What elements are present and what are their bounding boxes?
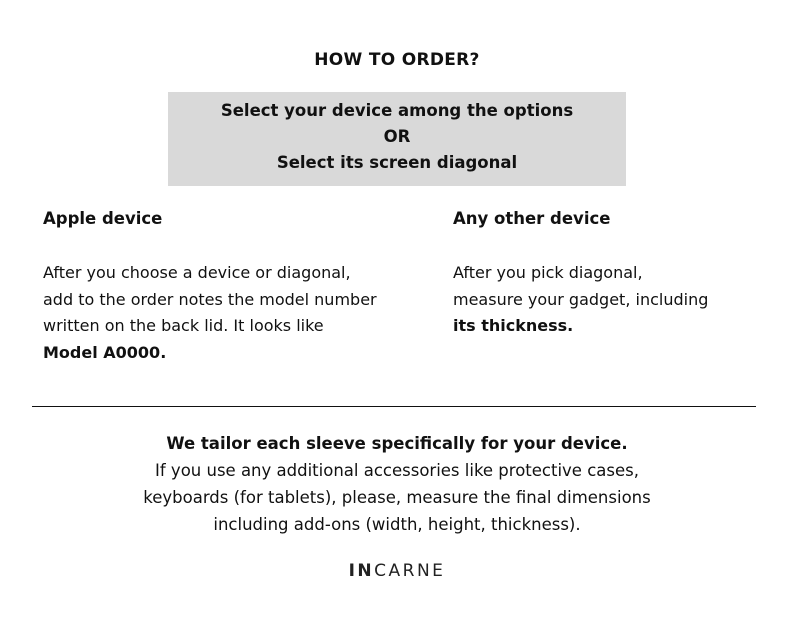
brand-logo <box>0 561 794 581</box>
other-text-line: measure your gadget, including <box>453 289 709 309</box>
other-text-thickness: its thickness. <box>453 316 574 335</box>
page-title: HOW TO ORDER? <box>314 50 480 70</box>
divider <box>32 406 756 407</box>
apple-model-example: Model A0000. <box>43 342 167 362</box>
tailor-note-line: including add-ons (width, height, thickness). <box>213 515 581 534</box>
apple-text-line: add to the order notes the model number <box>43 289 377 309</box>
apple-device-heading: Apple device <box>43 209 163 228</box>
apple-device-section <box>43 206 443 366</box>
instruction-box <box>168 92 626 186</box>
logo-carne: CARNE <box>374 561 446 581</box>
other-text-line: After you pick diagonal, <box>453 263 643 282</box>
tailor-note <box>0 430 794 538</box>
instruction-or: OR <box>383 127 411 146</box>
tailor-note-headline: We tailor each sleeve specifically for your device. <box>166 434 628 453</box>
other-device-text <box>453 260 773 340</box>
other-device-heading: Any other device <box>453 209 611 228</box>
logo-in: IN <box>348 561 375 581</box>
instruction-line-3: Select its screen diagonal <box>276 153 518 172</box>
instruction-line-1: Select your device among the options <box>220 101 574 120</box>
tailor-note-line: If you use any additional accessories like protective cases, <box>155 461 639 480</box>
apple-text-line: written on the back lid. It looks like <box>43 316 324 335</box>
apple-text-line: After you choose a device or diagonal, <box>43 263 351 282</box>
tailor-note-line: keyboards (for tablets), please, measure the final dimensions <box>143 488 651 507</box>
other-device-section <box>453 206 773 340</box>
apple-device-text <box>43 260 443 366</box>
